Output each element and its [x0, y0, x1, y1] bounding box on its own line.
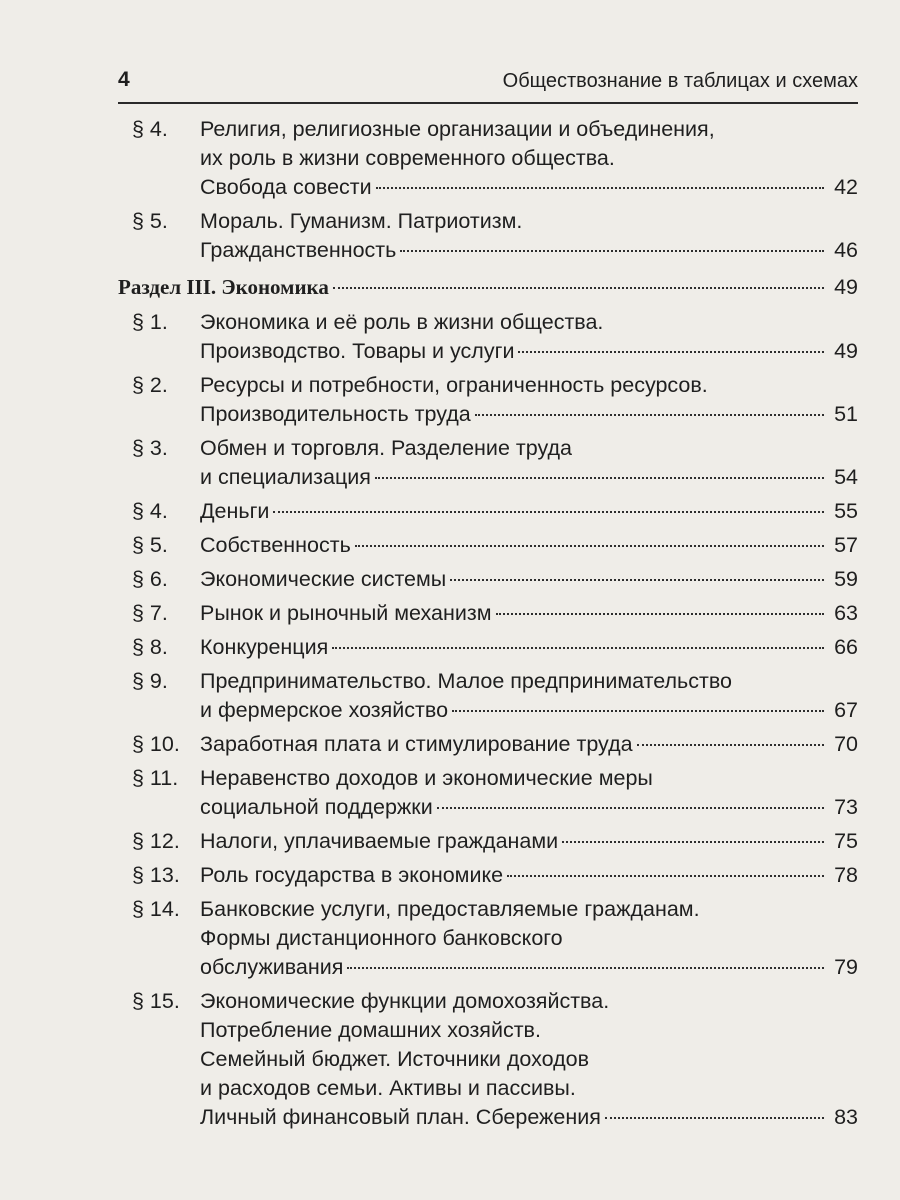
page-ref: 49	[834, 275, 858, 299]
paragraph-number: § 11.	[132, 766, 179, 790]
entry-title	[200, 497, 858, 526]
entry-title	[200, 861, 858, 890]
page-ref: 51	[834, 402, 858, 426]
title-line: Деньги	[200, 499, 270, 523]
entry-title	[200, 987, 858, 1132]
toc-entry	[118, 730, 858, 759]
toc-entry	[118, 531, 858, 560]
title-line: Налоги, уплачиваемые гражданами	[200, 829, 559, 853]
page-ref: 70	[834, 732, 858, 756]
entry-title	[200, 764, 858, 822]
dot-leader	[450, 579, 824, 581]
title-line: Заработная плата и стимулирование труда	[200, 732, 633, 756]
dot-leader	[507, 875, 824, 877]
entry-title	[200, 633, 858, 662]
paragraph-number: § 15.	[132, 989, 180, 1013]
page-number: 4	[118, 68, 130, 91]
title-line: Собственность	[200, 533, 351, 557]
entry-title	[200, 115, 858, 202]
title-line: Экономические системы	[200, 567, 447, 591]
toc-entry	[118, 827, 858, 856]
dot-leader	[475, 414, 824, 416]
title-line: Формы дистанционного банковского	[200, 926, 563, 950]
dot-leader	[355, 545, 824, 547]
paragraph-number: § 12.	[132, 829, 180, 853]
title-line: Обмен и торговля. Разделение труда	[200, 436, 572, 460]
toc-entry	[118, 764, 858, 822]
paragraph-number: § 13.	[132, 863, 180, 887]
toc-section-heading	[118, 273, 858, 302]
title-line: Личный финансовый план. Сбережения	[200, 1105, 601, 1129]
page-ref: 55	[834, 499, 858, 523]
toc-entry	[118, 497, 858, 526]
entry-title	[200, 308, 858, 366]
dot-leader	[452, 710, 824, 712]
title-line: и расходов семьи. Активы и пассивы.	[200, 1076, 576, 1100]
page-ref: 42	[834, 175, 858, 199]
page-ref: 59	[834, 567, 858, 591]
title-line: Банковские услуги, предоставляемые гражданам.	[200, 897, 700, 921]
dot-leader	[375, 477, 824, 479]
title-line: Потребление домашних хозяйств.	[200, 1018, 541, 1042]
dot-leader	[518, 351, 824, 353]
dot-leader	[496, 613, 824, 615]
table-of-contents	[118, 115, 858, 1137]
dot-leader	[347, 967, 824, 969]
page-ref: 54	[834, 465, 858, 489]
title-line: Рынок и рыночный механизм	[200, 601, 492, 625]
paragraph-number: § 5.	[132, 533, 168, 557]
page-ref: 49	[834, 339, 858, 363]
title-line: их роль в жизни современного общества.	[200, 146, 615, 170]
toc-entry	[118, 565, 858, 594]
paragraph-number: § 9.	[132, 669, 168, 693]
page-ref: 73	[834, 795, 858, 819]
title-line: Конкуренция	[200, 635, 329, 659]
page-ref: 57	[834, 533, 858, 557]
toc-entry	[118, 308, 858, 366]
dot-leader	[562, 841, 824, 843]
toc-entry	[118, 599, 858, 628]
page-header	[118, 62, 858, 104]
title-line: Производство. Товары и услуги	[200, 339, 515, 363]
entry-title	[200, 827, 858, 856]
page-ref: 67	[834, 698, 858, 722]
toc-entry	[118, 667, 858, 725]
title-line: Ресурсы и потребности, ограниченность ресурсов.	[200, 373, 708, 397]
toc-entry	[118, 987, 858, 1132]
paragraph-number: § 8.	[132, 635, 168, 659]
title-line: Производительность труда	[200, 402, 471, 426]
running-title: Обществознание в таблицах и схемах	[502, 70, 858, 92]
entry-title	[200, 531, 858, 560]
paragraph-number: § 3.	[132, 436, 168, 460]
dot-leader	[605, 1117, 824, 1119]
entry-title	[200, 565, 858, 594]
title-line: Религия, религиозные организации и объединения,	[200, 117, 715, 141]
title-line: и специализация	[200, 465, 371, 489]
page-ref: 78	[834, 863, 858, 887]
page-ref: 83	[834, 1105, 858, 1129]
dot-leader	[400, 250, 824, 252]
entry-title	[200, 895, 858, 982]
dot-leader	[273, 511, 824, 513]
page-ref: 79	[834, 955, 858, 979]
dot-leader	[333, 287, 824, 289]
paragraph-number: § 7.	[132, 601, 168, 625]
entry-title	[200, 667, 858, 725]
page-ref: 46	[834, 238, 858, 262]
entry-title	[200, 434, 858, 492]
toc-entry	[118, 861, 858, 890]
paragraph-number: § 2.	[132, 373, 168, 397]
title-line: и фермерское хозяйство	[200, 698, 449, 722]
paragraph-number: § 4.	[132, 117, 168, 141]
page-ref: 63	[834, 601, 858, 625]
toc-entry	[118, 895, 858, 982]
entry-title	[200, 730, 858, 759]
page-ref: 75	[834, 829, 858, 853]
toc-entry	[118, 371, 858, 429]
title-line: социальной поддержки	[200, 795, 433, 819]
title-line: Неравенство доходов и экономические меры	[200, 766, 653, 790]
title-line: Семейный бюджет. Источники доходов	[200, 1047, 590, 1071]
toc-entry	[118, 633, 858, 662]
toc-entry	[118, 434, 858, 492]
title-line: Экономика и её роль в жизни общества.	[200, 310, 604, 334]
entry-title	[200, 207, 858, 265]
title-line: Мораль. Гуманизм. Патриотизм.	[200, 209, 523, 233]
paragraph-number: § 1.	[132, 310, 168, 334]
title-line: Гражданственность	[200, 238, 397, 262]
paragraph-number: § 5.	[132, 209, 168, 233]
page-ref: 66	[834, 635, 858, 659]
section-title: Раздел III. Экономика	[118, 275, 329, 299]
entry-title	[200, 371, 858, 429]
paragraph-number: § 6.	[132, 567, 168, 591]
dot-leader	[637, 744, 824, 746]
paragraph-number: § 10.	[132, 732, 180, 756]
dot-leader	[376, 187, 824, 189]
dot-leader	[437, 807, 824, 809]
title-line: Экономические функции домохозяйства.	[200, 989, 610, 1013]
paragraph-number: § 4.	[132, 499, 168, 523]
entry-title	[200, 599, 858, 628]
dot-leader	[332, 647, 824, 649]
title-line: Предпринимательство. Малое предпринимательство	[200, 669, 732, 693]
title-line: Роль государства в экономике	[200, 863, 504, 887]
title-line: обслуживания	[200, 955, 344, 979]
title-line: Свобода совести	[200, 175, 372, 199]
paragraph-number: § 14.	[132, 897, 180, 921]
toc-entry	[118, 207, 858, 265]
toc-entry	[118, 115, 858, 202]
